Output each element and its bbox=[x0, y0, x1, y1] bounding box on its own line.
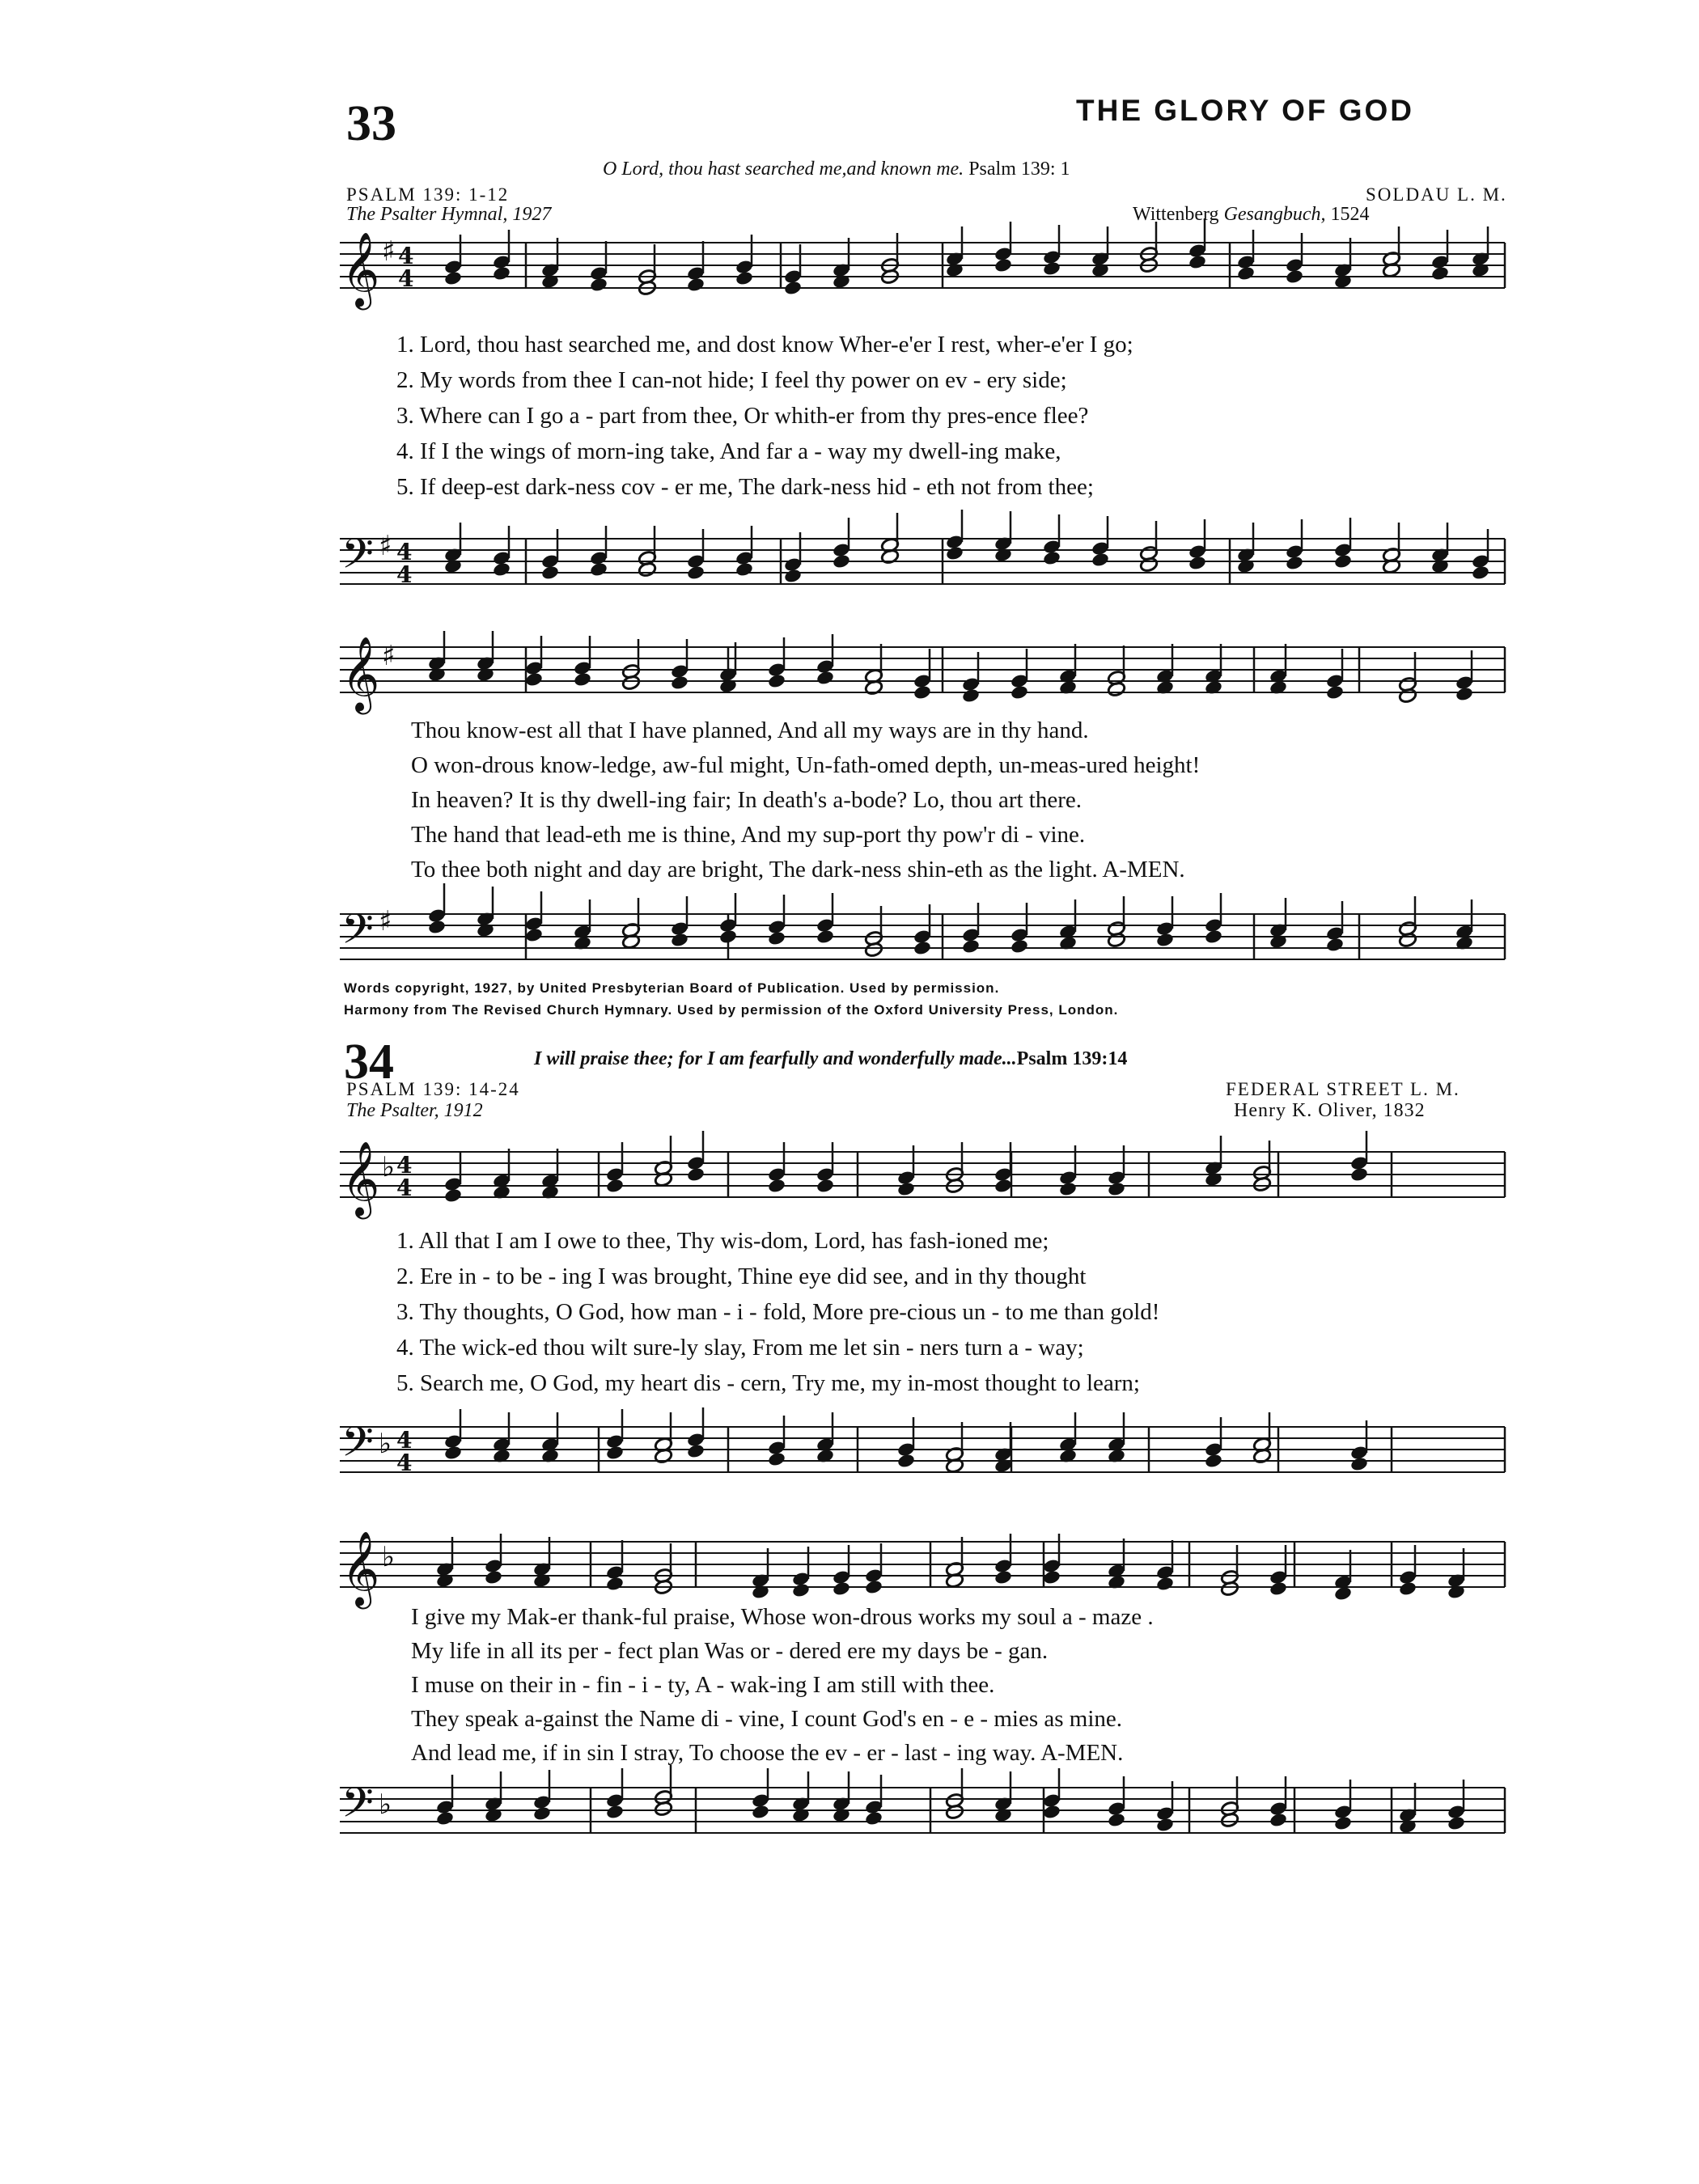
notehead bbox=[524, 671, 544, 688]
bass-clef-icon: 𝄢 bbox=[341, 1778, 374, 1837]
notehead bbox=[832, 1581, 851, 1597]
notehead bbox=[783, 568, 803, 584]
sharp-icon: ♯ bbox=[379, 530, 392, 562]
hymn-34-bass-staff-2 bbox=[340, 1771, 1513, 1877]
hymn-33-treble-staff-1 bbox=[340, 231, 1513, 340]
page-number: 33 bbox=[346, 96, 396, 151]
notehead bbox=[1349, 1456, 1369, 1472]
hymn-33-composer bbox=[1133, 204, 1370, 226]
notehead bbox=[1010, 938, 1029, 954]
hymn-33-credits bbox=[344, 977, 1118, 1021]
notehead bbox=[443, 1445, 463, 1461]
notehead bbox=[994, 1569, 1013, 1585]
notehead bbox=[1325, 937, 1345, 953]
notehead bbox=[1204, 1453, 1223, 1469]
hymn-33-verse-1a: 1. Lord, thou hast searched me, and dost know Wher-e'er I rest, wher-e'er I go; bbox=[396, 332, 1133, 358]
hymn-34-verse-1a: 1. All that I am I owe to thee, Thy wis-dom, Lord, has fash-ioned me; bbox=[396, 1228, 1049, 1254]
notehead bbox=[524, 927, 544, 943]
hymn-34-verse-4a: 4. The wick-ed thou wilt sure-ly slay, From me let sin - ners turn a - way; bbox=[396, 1335, 1084, 1361]
hymn-33-tune-name: SOLDAU L. M. bbox=[1366, 184, 1507, 205]
hymn-33-verse-3b: In heaven? It is thy dwell-ing fair; In death's a-bode? Lo, thou art there. bbox=[411, 787, 1083, 813]
notehead bbox=[1269, 1812, 1288, 1828]
notehead bbox=[1188, 555, 1207, 571]
notehead bbox=[1204, 929, 1223, 945]
notehead bbox=[816, 929, 835, 945]
svg-text:4: 4 bbox=[398, 243, 414, 269]
flat-icon: ♭ bbox=[382, 1541, 396, 1573]
hymn-33-verse-line-1 bbox=[396, 327, 1133, 505]
notehead bbox=[1091, 552, 1110, 568]
hymn-34-verse-line-1 bbox=[396, 1223, 1159, 1401]
svg-text:4: 4 bbox=[396, 1152, 413, 1179]
notehead bbox=[492, 561, 511, 578]
hymn-34-verse-4b: They speak a-gainst the Name di - vine, I count God's en - e - mies as mine. bbox=[411, 1706, 1122, 1732]
hymn-33-epigraph-ref: Psalm 139: 1 bbox=[968, 159, 1070, 180]
notehead bbox=[767, 930, 786, 946]
hymn-33-verse-5a: 5. If deep-est dark-ness cov - er me, The dark-ness hid - eth not from thee; bbox=[396, 474, 1094, 500]
notehead bbox=[783, 280, 803, 296]
treble-clef-icon: 𝄞 bbox=[341, 1141, 380, 1216]
notehead bbox=[492, 265, 511, 281]
hymn-34-bass-notes-1 bbox=[443, 1407, 1505, 1474]
bass-clef-icon: 𝄢 bbox=[341, 1417, 374, 1476]
notehead bbox=[686, 1443, 705, 1459]
flat-icon: ♭ bbox=[379, 1788, 392, 1821]
notehead bbox=[896, 1453, 916, 1469]
hymn-34-verse-2b: My life in all its per - fect plan Was or - dered ere my days be - gan. bbox=[411, 1638, 1049, 1664]
notehead bbox=[735, 270, 754, 286]
hymn-34-number: 34 bbox=[344, 1035, 394, 1090]
notehead bbox=[1333, 1815, 1353, 1831]
notehead bbox=[1107, 1812, 1126, 1828]
svg-text:4: 4 bbox=[396, 561, 413, 588]
notehead bbox=[1333, 1585, 1353, 1602]
hymn-33-treble-notes-1 bbox=[443, 218, 1505, 296]
hymn-33-epigraph bbox=[603, 159, 1070, 180]
notehead bbox=[1058, 1181, 1078, 1197]
hymn-34-epigraph-text: I will praise thee; for I am fearfully and wonderfully made... bbox=[534, 1048, 1017, 1069]
notehead bbox=[1042, 550, 1061, 566]
notehead bbox=[1398, 1581, 1417, 1597]
notehead bbox=[832, 553, 851, 569]
notehead bbox=[1188, 254, 1207, 270]
hymn-33-composer-year: 1524 bbox=[1330, 204, 1370, 225]
notehead bbox=[791, 1582, 811, 1598]
hymn-34-source: The Psalter, 1912 bbox=[346, 1100, 483, 1121]
hymn-34-composer: Henry K. Oliver, 1832 bbox=[1234, 1100, 1426, 1121]
flat-icon: ♭ bbox=[379, 1428, 392, 1460]
hymn-34-verse-2a: 2. Ere in - to be - ing I was brought, Thine eye did see, and in thy thought bbox=[396, 1263, 1087, 1289]
notehead bbox=[718, 929, 738, 945]
svg-text:4: 4 bbox=[396, 539, 413, 565]
notehead bbox=[1430, 265, 1450, 281]
hymn-33-bass-staff-1 bbox=[340, 502, 1513, 607]
notehead bbox=[1333, 553, 1353, 569]
notehead bbox=[1042, 260, 1061, 277]
sharp-icon: ♯ bbox=[379, 905, 392, 938]
treble-clef-icon: 𝄞 bbox=[341, 231, 380, 307]
notehead bbox=[1236, 265, 1256, 281]
notehead bbox=[605, 1804, 625, 1820]
notehead bbox=[670, 932, 689, 948]
notehead bbox=[686, 565, 705, 581]
hymn-34-treble-notes-1 bbox=[443, 1131, 1505, 1204]
hymn-34-verse-1b: I give my Mak-er thank-ful praise, Whose won-drous works my soul a - maze . bbox=[411, 1604, 1154, 1630]
notehead bbox=[767, 1178, 786, 1194]
notehead bbox=[540, 565, 560, 581]
hymn-33-treble-staff-2 bbox=[340, 623, 1513, 728]
hymn-33-verse-2a: 2. My words from thee I can-not hide; I feel thy power on ev - ery side; bbox=[396, 367, 1067, 393]
notehead bbox=[670, 675, 689, 691]
notehead bbox=[1042, 1569, 1061, 1585]
hymn-33-composer-prefix: Wittenberg bbox=[1133, 204, 1219, 225]
notehead bbox=[1107, 1181, 1126, 1197]
notehead bbox=[1010, 684, 1029, 700]
notehead bbox=[735, 561, 754, 578]
notehead bbox=[427, 919, 447, 935]
hymn-34-bass-staff-1 bbox=[340, 1407, 1513, 1513]
hymn-33-composer-title: Gesangbuch, bbox=[1223, 204, 1326, 225]
notehead bbox=[1471, 565, 1490, 581]
hymn-34-verse-5a: 5. Search me, O God, my heart dis - cern, Try me, my in-most thought to learn; bbox=[396, 1370, 1140, 1396]
notehead bbox=[1155, 1817, 1175, 1833]
bass-clef-icon: 𝄢 bbox=[341, 529, 374, 588]
hymn-34-verse-3b: I muse on their in - fin - i - ty, A - wak-ing I am still with thee. bbox=[411, 1672, 995, 1698]
svg-text:4: 4 bbox=[396, 1175, 413, 1201]
notehead bbox=[686, 1166, 705, 1183]
hymn-34-verse-5b: And lead me, if in sin I stray, To choose the ev - er - last - ing way. A-MEN. bbox=[411, 1740, 1124, 1766]
hymn-33-bass-staff-2 bbox=[340, 882, 1513, 987]
notehead bbox=[1455, 686, 1474, 702]
svg-text:4: 4 bbox=[398, 265, 414, 292]
sharp-icon: ♯ bbox=[382, 640, 396, 672]
hymn-33-verse-5b: To thee both night and day are bright, The dark-ness shin-eth as the light. A-MEN. bbox=[411, 857, 1185, 882]
hymn-33-epigraph-text: O Lord, thou hast searched me,and known me. bbox=[603, 159, 964, 180]
hymn-34-verse-3a: 3. Thy thoughts, O God, how man - i - fold, More pre-cious un - to me than gold! bbox=[396, 1299, 1160, 1325]
notehead bbox=[1349, 1166, 1369, 1183]
notehead bbox=[443, 270, 463, 286]
notehead bbox=[816, 670, 835, 686]
notehead bbox=[816, 1178, 835, 1194]
notehead bbox=[896, 1181, 916, 1197]
notehead bbox=[1155, 932, 1175, 948]
notehead bbox=[1155, 1576, 1175, 1592]
credit-words: Words copyright, 1927, by United Presbyterian Board of Publication. Used by permission. bbox=[344, 980, 1000, 996]
hymn-33-verse-4b: The hand that lead-eth me is thine, And my sup-port thy pow'r di - vine. bbox=[411, 822, 1086, 848]
notehead bbox=[913, 684, 932, 700]
svg-text:4: 4 bbox=[396, 1427, 413, 1454]
notehead bbox=[1042, 1804, 1061, 1820]
notehead bbox=[1285, 269, 1304, 285]
hymn-34-treble-staff-1 bbox=[340, 1131, 1513, 1236]
hymn-33-psalm-ref: PSALM 139: 1-12 bbox=[346, 184, 510, 205]
notehead bbox=[573, 671, 592, 688]
notehead bbox=[1325, 684, 1345, 700]
notehead bbox=[1285, 555, 1304, 571]
notehead bbox=[864, 1579, 883, 1595]
notehead bbox=[1269, 1581, 1288, 1597]
notehead bbox=[589, 561, 608, 578]
treble-clef-icon: 𝄞 bbox=[341, 636, 380, 711]
svg-text:4: 4 bbox=[396, 1450, 413, 1476]
notehead bbox=[945, 545, 964, 561]
notehead bbox=[767, 673, 786, 689]
sharp-icon: ♯ bbox=[382, 235, 396, 268]
notehead bbox=[605, 1445, 625, 1461]
notehead bbox=[484, 1569, 503, 1585]
notehead bbox=[589, 277, 608, 293]
section-title: THE GLORY OF GOD bbox=[1076, 94, 1415, 127]
notehead bbox=[435, 1810, 455, 1826]
hymn-34-tune-name: FEDERAL STREET L. M. bbox=[1226, 1079, 1460, 1099]
notehead bbox=[767, 1451, 786, 1467]
hymn-33-verse-1b: Thou know-est all that I have planned, And all my ways are in thy hand. bbox=[411, 717, 1089, 743]
credit-harmony: Harmony from The Revised Church Hymnary. Used by permission of the Oxford University Press, London. bbox=[344, 1002, 1119, 1018]
notehead bbox=[994, 257, 1013, 273]
notehead bbox=[994, 1178, 1013, 1194]
hymn-34-epigraph bbox=[534, 1048, 1127, 1070]
hymn-33-source: The Psalter Hymnal, 1927 bbox=[346, 204, 552, 225]
hymn-34-epigraph-ref: Psalm 139:14 bbox=[1016, 1048, 1128, 1069]
hymn-34-verse-line-2 bbox=[411, 1600, 1154, 1770]
notehead bbox=[605, 1576, 625, 1592]
hymn-33-verse-4a: 4. If I the wings of morn-ing take, And far a - way my dwell-ing make, bbox=[396, 438, 1061, 464]
hymn-33-verse-3a: 3. Where can I go a - part from thee, Or whith-er from thy pres-ence flee? bbox=[396, 403, 1089, 429]
notehead bbox=[605, 1178, 625, 1194]
notehead bbox=[913, 940, 932, 956]
treble-clef-icon: 𝄞 bbox=[341, 1530, 380, 1606]
notehead bbox=[751, 1804, 770, 1820]
notehead bbox=[961, 938, 981, 954]
notehead bbox=[864, 1810, 883, 1826]
hymn-34-psalm-ref: PSALM 139: 14-24 bbox=[346, 1079, 520, 1099]
notehead bbox=[686, 277, 705, 293]
hymn-34-treble-notes-2 bbox=[435, 1534, 1505, 1602]
flat-icon: ♭ bbox=[382, 1151, 396, 1183]
notehead bbox=[1447, 1815, 1466, 1831]
notehead bbox=[532, 1805, 552, 1822]
hymn-33-verse-line-2 bbox=[411, 713, 1200, 887]
hymn-33-verse-2b: O won-drous know-ledge, aw-ful might, Un-fath-omed depth, un-meas-ured height! bbox=[411, 752, 1201, 778]
bass-clef-icon: 𝄢 bbox=[341, 904, 374, 963]
notehead bbox=[961, 688, 981, 704]
notehead bbox=[443, 1187, 463, 1204]
